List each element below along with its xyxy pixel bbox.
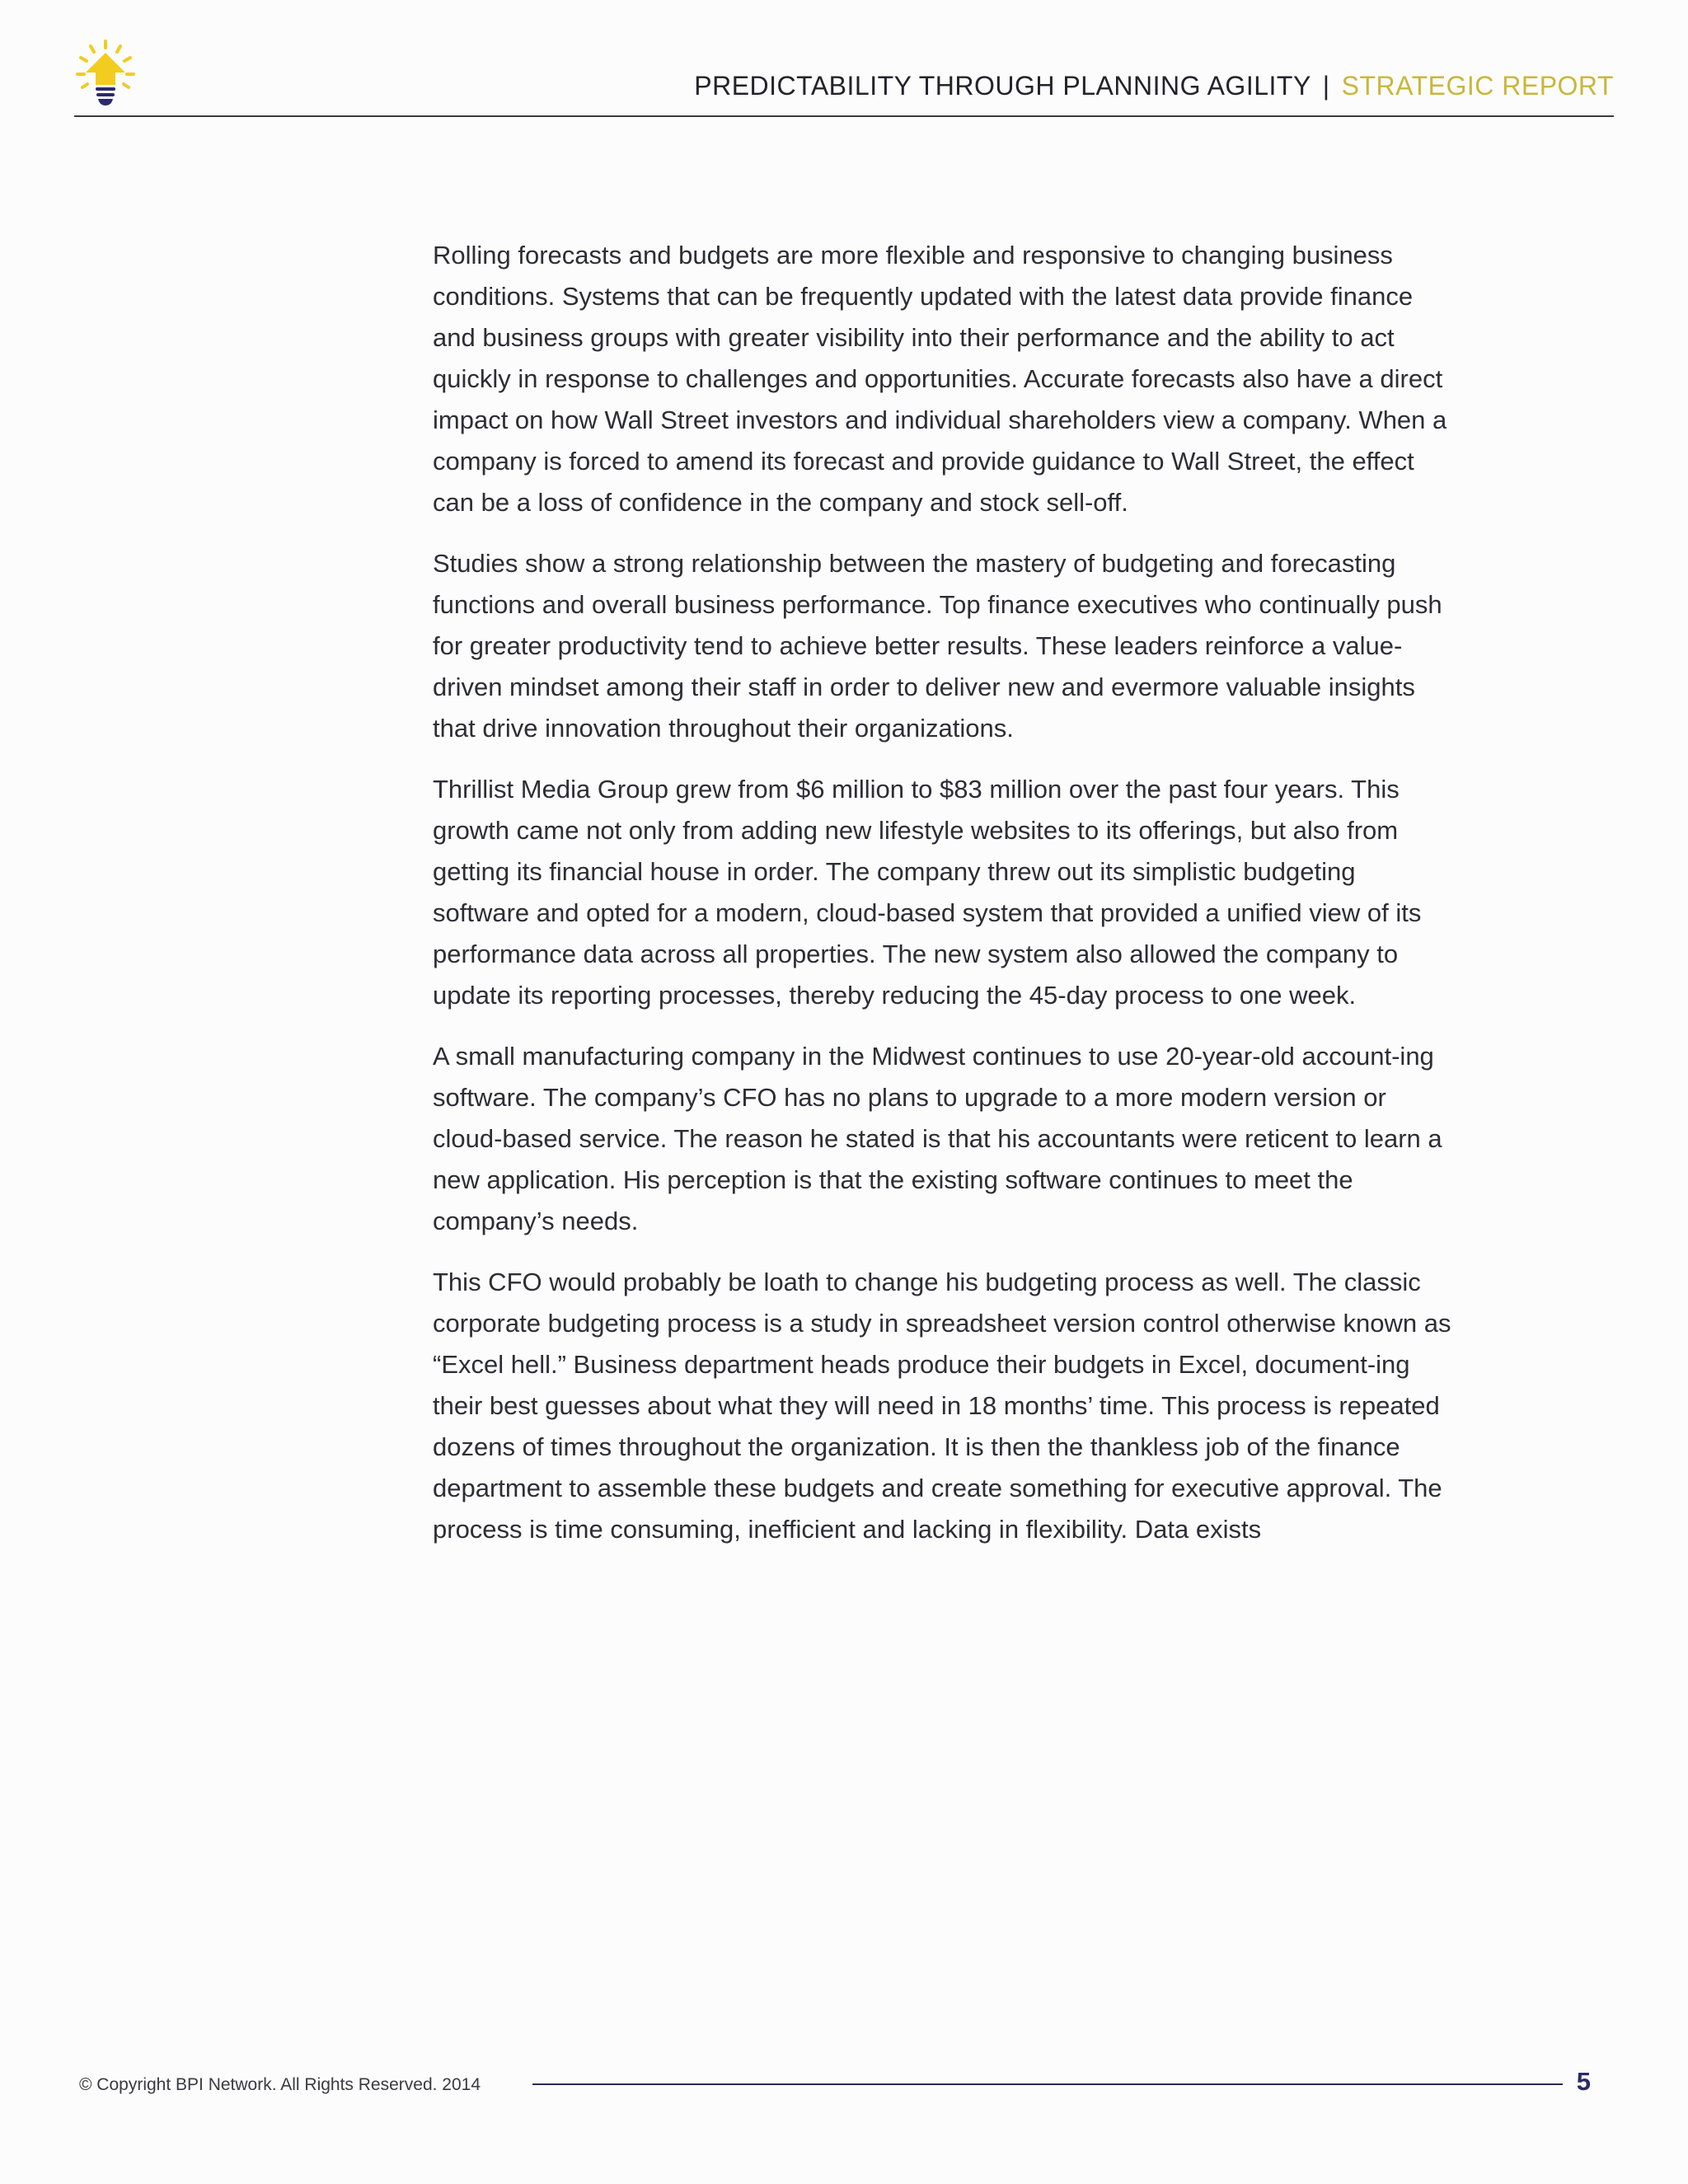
report-subtitle: STRATEGIC REPORT: [1341, 71, 1614, 101]
lightbulb-icon: [74, 40, 140, 110]
footer-divider: [532, 2083, 1563, 2085]
page-footer: [79, 2067, 1591, 2100]
report-title: [694, 73, 1614, 99]
paragraph: A small manufacturing company in the Midwest continues to use 20-year-old account-ing software. The company’s CFO has no plans to upgrade to a more modern version or cloud-based service. The reason he stated is that his accountants were reticent to learn a new application. His perception is that the existing software continues to meet the company’s needs.: [433, 1042, 1442, 1235]
paragraph: This CFO would probably be loath to change his budgeting process as well. The classic corporate budgeting process is a study in spreadsheet version control otherwise known as “Excel hell.” Business department heads produce their budgets in Excel, document-ing their best guesses about what they will need in 18 months’ time. This process is repeated dozens of times throughout the organization. It is then the thankless job of the finance department to assemble these budgets and create something for executive approval. The process is time consuming, inefficient and lacking in flexibility. Data exists: [433, 1268, 1451, 1544]
paragraph: Studies show a strong relationship between the mastery of budgeting and forecasting functions and overall business performance. Top finance executives who continually push for greater productivity tend to achieve better results. These leaders reinforce a value-driven mindset among their staff in order to deliver new and evermore valuable insights that drive innovation throughout their organizations.: [433, 549, 1442, 743]
paragraph: Thrillist Media Group grew from $6 million to $83 million over the past four years. This growth came not only from adding new lifestyle websites to its offerings, but also from getting its financial house in order. The company threw out its simplistic budgeting software and opted for a modern, cloud-based system that provided a unified view of its performance data across all properties. The new system also allowed the company to update its reporting processes, thereby reducing the 45-day process to one week.: [433, 775, 1422, 1010]
page-number: 5: [1576, 2067, 1591, 2096]
title-separator: |: [1322, 71, 1330, 101]
paragraph: Rolling forecasts and budgets are more flexible and responsive to changing business conditions. Systems that can be frequently updated with the latest data provide finance and business groups with greater visibility into their performance and the ability to act quickly in response to challenges and opportunities. Accurate forecasts also have a direct impact on how Wall Street investors and individual shareholders view a company. When a company is forced to amend its forecast and provide guidance to Wall Street, the effect can be a loss of confidence in the company and stock sell-off.: [433, 241, 1447, 517]
report-title-main: PREDICTABILITY THROUGH PLANNING AGILITY: [694, 71, 1311, 101]
body-text: [433, 235, 1459, 1570]
header-divider: [74, 115, 1614, 117]
copyright-notice: © Copyright BPI Network. All Rights Reserved. 2014: [79, 2075, 481, 2094]
page-header: [74, 40, 1614, 117]
